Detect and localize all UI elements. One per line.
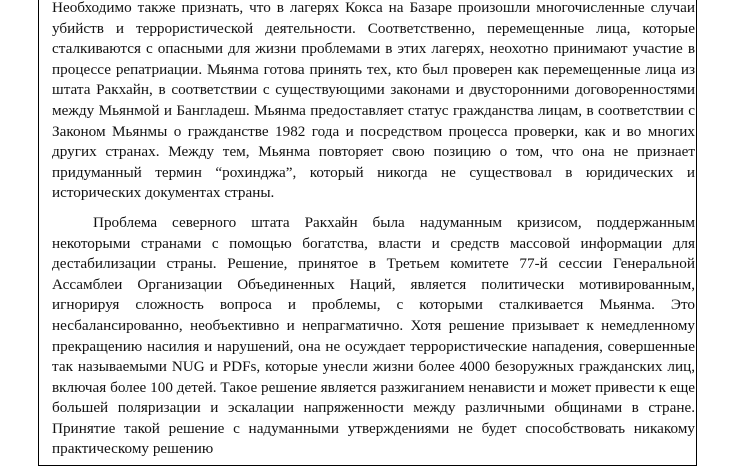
paragraph-rakhine-resolution: Проблема северного штата Ракхайн была надуманным кризисом, поддержанным некоторыми странами с помощью богатства, власти и средств массовой информации для дестабилизации страны. Решение, принятое в Третьем комитете 77-й сессии Генеральной Ассамблеи Организации Объединенных Наций, является политически мотивированным, игнорируя сложность вопроса и проблемы, с которыми сталкивается Мьянма. Это несбалансированно, необъективно и непрагматично. Хотя решение призывает к немедленному прекращению насилия и нарушений, она не осуждает террористические нападения, совершенные так называемыми NUG и PDFs, которые унесли жизни более 4000 безоружных гражданских лиц, включая более 100 детей. Такое решение является разжиганием ненависти и может привести к еще большей поляризации и эскалации напряженности между различными общинами в стране. Принятие такой решение с надуманными утверждениями не будет способствовать никакому практическому решению <box>52 213 695 458</box>
document-body <box>52 0 695 460</box>
paragraph-repatriation: Необходимо также признать, что в лагерях Кокса на Базаре произошли многочисленные случаи убийств и террористической деятельности. Соответственно, перемещенные лица, которые сталкиваются с опасными для жизни проблемами в этих лагерях, неохотно принимают участие в процессе репатриации. Мьянма готова принять тех, кто был проверен как перемещенные лица из штата Ракхайн, в соответствии с существующими законами и двусторонними договоренностями между Мьянмой и Бангладеш. Мьянма предоставляет статус гражданства лицам, в соответствии с Законом Мьянмы о гражданстве 1982 года и посредством процесса проверки, как и во многих других странах. Между тем, Мьянма повторяет свою позицию о том, что она не признает придуманный термин “рохинджа”, который никогда не существовал в юридических и исторических документах страны. <box>52 0 695 202</box>
